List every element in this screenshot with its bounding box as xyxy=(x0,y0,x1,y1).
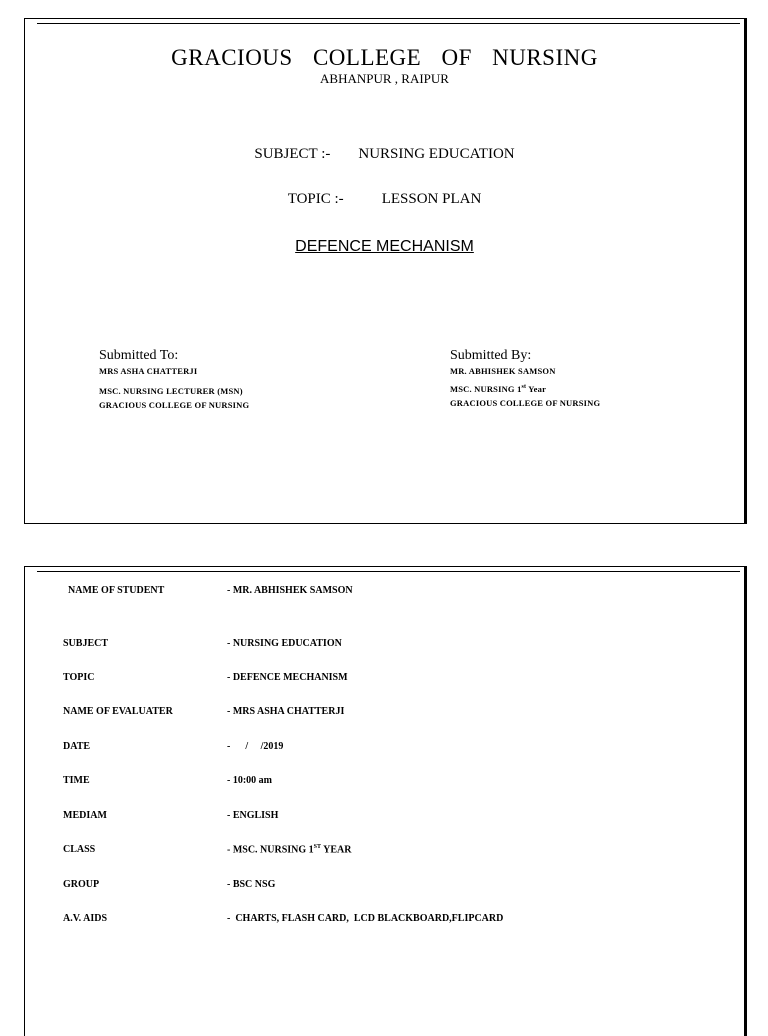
submitted-by-title: Submitted By: xyxy=(450,348,532,363)
detail-value: - 10:00 am xyxy=(227,775,272,786)
submitted-by-block xyxy=(450,348,600,408)
detail-row-mediam xyxy=(25,810,725,826)
detail-value: - NURSING EDUCATION xyxy=(227,638,342,649)
detail-label: TIME xyxy=(63,775,90,786)
detail-label: NAME OF STUDENT xyxy=(68,585,165,596)
detail-label: A.V. AIDS xyxy=(63,913,107,924)
detail-value: - / /2019 xyxy=(227,741,284,752)
detail-label: MEDIAM xyxy=(63,810,107,821)
detail-value: - ENGLISH xyxy=(227,810,279,821)
detail-row-student xyxy=(25,585,725,601)
submitted-to-name: MRS ASHA CHATTERJI xyxy=(99,366,198,376)
submitted-by-name: MR. ABHISHEK SAMSON xyxy=(450,366,556,376)
detail-row-subject xyxy=(25,638,725,654)
detail-row-date xyxy=(25,741,725,757)
cover-page xyxy=(24,18,747,524)
detail-row-topic xyxy=(25,672,725,688)
detail-label: SUBJECT xyxy=(63,638,109,649)
submitted-to-title: Submitted To: xyxy=(99,348,179,363)
topic-label: TOPIC :- xyxy=(287,191,344,207)
detail-label: DATE xyxy=(63,741,91,752)
lesson-heading: DEFENCE MECHANISM xyxy=(295,238,474,255)
submitted-by-designation: MSC. NURSING 1st Year xyxy=(450,384,547,394)
detail-value: - DEFENCE MECHANISM xyxy=(227,672,348,683)
detail-label: GROUP xyxy=(63,879,100,890)
detail-label: TOPIC xyxy=(63,672,95,683)
detail-row-av-aids xyxy=(25,913,725,929)
topic-value: LESSON PLAN xyxy=(381,191,482,207)
subject-line xyxy=(25,146,744,163)
subject-value: NURSING EDUCATION xyxy=(358,146,515,162)
detail-row-time xyxy=(25,775,725,791)
detail-row-group xyxy=(25,879,725,895)
detail-value: - MRS ASHA CHATTERJI xyxy=(227,706,345,717)
details-page xyxy=(24,566,747,1036)
detail-label: NAME OF EVALUATER xyxy=(63,706,173,717)
submitted-to-institution: GRACIOUS COLLEGE OF NURSING xyxy=(99,400,250,410)
detail-value: - MSC. NURSING 1ST YEAR xyxy=(227,844,352,856)
submitted-to-block xyxy=(99,348,249,410)
page-top-rule xyxy=(37,571,740,572)
detail-row-class xyxy=(25,844,725,860)
detail-value: - BSC NSG xyxy=(227,879,276,890)
detail-row-evaluater xyxy=(25,706,725,722)
topic-line xyxy=(25,191,744,208)
detail-value: - MR. ABHISHEK SAMSON xyxy=(227,585,353,596)
page-top-rule xyxy=(37,23,740,24)
detail-value: - CHARTS, FLASH CARD, LCD BLACKBOARD,FLIPCARD xyxy=(227,913,504,924)
submitted-to-designation: MSC. NURSING LECTURER (MSN) xyxy=(99,386,243,396)
subject-label: SUBJECT :- xyxy=(254,146,331,162)
detail-label: CLASS xyxy=(63,844,96,855)
college-name: GRACIOUS COLLEGE OF NURSING xyxy=(171,45,598,70)
submitted-by-institution: GRACIOUS COLLEGE OF NURSING xyxy=(450,398,601,408)
college-address: ABHANPUR , RAIPUR xyxy=(320,71,449,86)
